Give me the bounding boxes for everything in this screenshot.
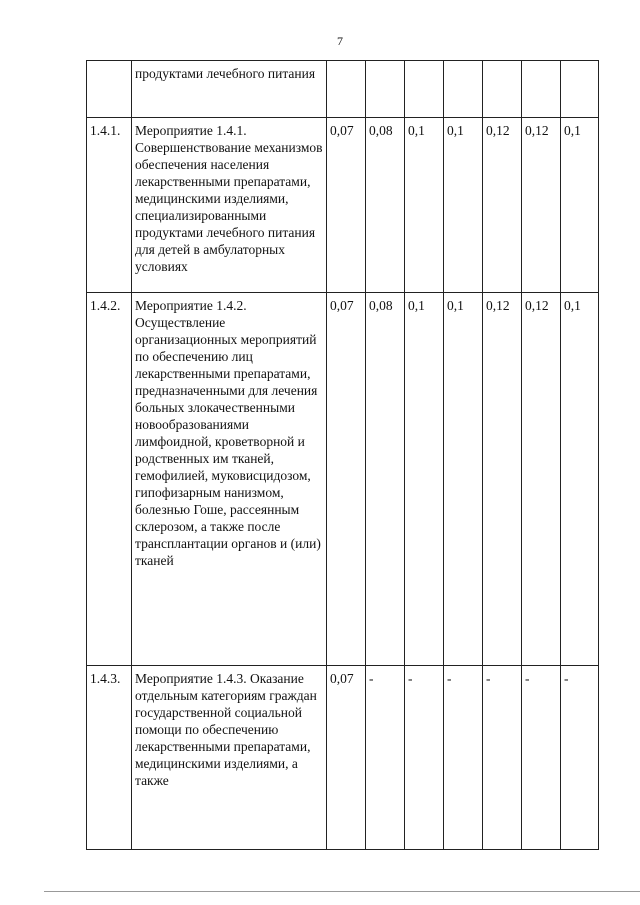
row-description: Мероприятие 1.4.1. Совершенствование механизмов обеспечения населения лекарственными препаратами, медицинскими изделиями, специализированными продуктами лечебного питания для детей в амбулаторных условиях [132,118,327,293]
value-cell [327,61,366,118]
value-cell: - [522,666,561,850]
value-cell: 0,1 [444,293,483,666]
value-cell [561,61,599,118]
row-number [87,61,132,118]
value-cell [366,61,405,118]
row-description: продуктами лечебного питания [132,61,327,118]
value-cell: - [444,666,483,850]
value-cell: 0,1 [444,118,483,293]
value-cell: 0,1 [405,118,444,293]
value-cell: 0,12 [522,118,561,293]
value-cell: 0,07 [327,666,366,850]
row-number: 1.4.2. [87,293,132,666]
table-body [87,61,599,850]
row-number: 1.4.1. [87,118,132,293]
value-cell: 0,08 [366,293,405,666]
table-row [87,61,599,118]
value-cell: 0,1 [561,118,599,293]
page-edge-line [44,891,640,892]
value-cell [522,61,561,118]
value-cell: - [405,666,444,850]
row-number: 1.4.3. [87,666,132,850]
row-description: Мероприятие 1.4.2. Осуществление организационных мероприятий по обеспечению лиц лекарственными препаратами, предназначенными для лечения больных злокачественными новообразованиями лимфоидной, кроветворной и родственных им тканей, гемофилией, муковисцидозом, гипофизарным нанизмом, болезнью Гоше, рассеянным склерозом, а также после трансплантации органов и (или) тканей [132,293,327,666]
value-cell: 0,08 [366,118,405,293]
value-cell: - [366,666,405,850]
value-cell: - [561,666,599,850]
page-number: 7 [337,34,343,48]
value-cell [483,61,522,118]
table-row [87,293,599,666]
indicators-table [86,60,599,850]
value-cell: 0,07 [327,293,366,666]
table-row [87,666,599,850]
value-cell: 0,12 [522,293,561,666]
row-description: Мероприятие 1.4.3. Оказание отдельным категориям граждан государственной социальной помощи по обеспечению лекарственными препаратами, медицинскими изделиями, а также [132,666,327,850]
value-cell: 0,1 [405,293,444,666]
value-cell: 0,07 [327,118,366,293]
value-cell [444,61,483,118]
value-cell: - [483,666,522,850]
value-cell: 0,1 [561,293,599,666]
value-cell: 0,12 [483,293,522,666]
value-cell [405,61,444,118]
table-row [87,118,599,293]
value-cell: 0,12 [483,118,522,293]
